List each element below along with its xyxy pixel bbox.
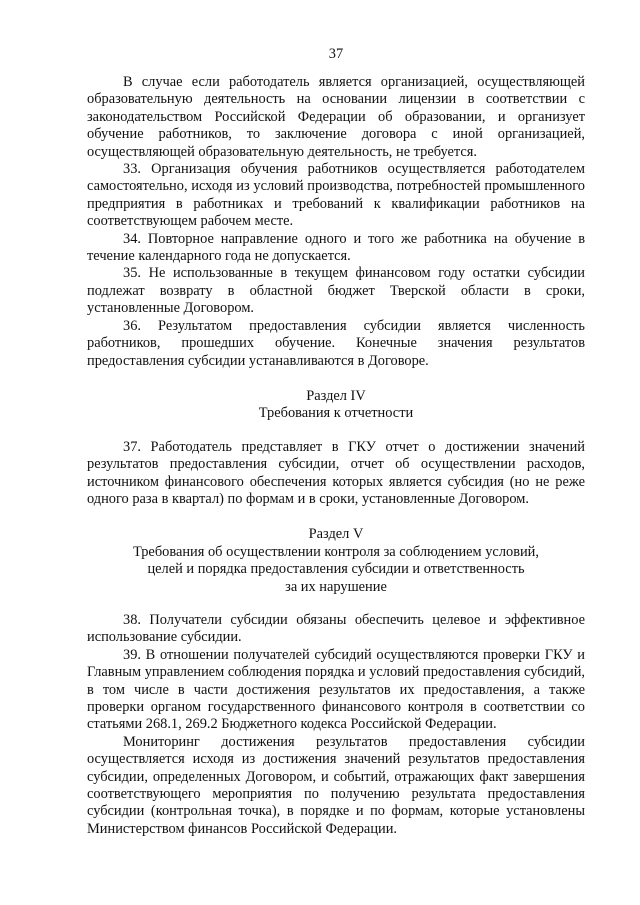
section-4-heading: Раздел IV	[306, 387, 366, 404]
paragraph-employer-license: В случае если работодатель является организацией, осуществляющей образовательную деятельность на основании лицензии в соответствии с законодательством Российской Федерации об образовании, и организует обучение работников, то заключение договора с иной организацией, осуществляющей образовательную деятельность, не требуется.	[87, 74, 585, 160]
spacer	[87, 423, 585, 439]
spacer	[87, 508, 585, 526]
paragraph-36: 36. Результатом предоставления субсидии является численность работников, прошедших обучение. Конечные значения результатов предоставления субсидии устанавливаются в Договоре.	[87, 317, 585, 369]
document-body	[87, 74, 585, 838]
paragraph-34: 34. Повторное направление одного и того же работника на обучение в течение календарного года не допускается.	[87, 230, 585, 265]
paragraph-33: 33. Организация обучения работников осуществляется работодателем самостоятельно, исходя из условий производства, потребностей промышленного предприятия в работниках и требований к квалификации работников на соответствующем рабочем месте.	[87, 161, 585, 230]
section-5-title-line-1: Требования об осуществлении контроля за соблюдением условий,	[133, 543, 539, 560]
spacer	[87, 370, 585, 388]
paragraph-37: 37. Работодатель представляет в ГКУ отчет о достижении значений результатов предоставления субсидии, отчет об осуществлении расходов, источником финансового обеспечения которых является субсидия (но не реже одного раза в квартал) по формам и в сроки, установленные Договором.	[87, 438, 585, 507]
section-4-title: Требования к отчетности	[258, 405, 414, 422]
page-number: 37	[328, 46, 344, 62]
section-5-heading: Раздел V	[308, 526, 364, 543]
paragraph-38: 38. Получатели субсидии обязаны обеспечить целевое и эффективное использование субсидии.	[87, 611, 585, 646]
paragraph-39: 39. В отношении получателей субсидий осуществляются проверки ГКУ и Главным управлением соблюдения порядка и условий предоставления субсидий, в том числе в части достижения результатов их предоставления, а также проверки органом государственного финансового контроля в соответствии со статьями 268.1, 269.2 Бюджетного кодекса Российской Федерации.	[87, 646, 585, 733]
spacer	[87, 596, 585, 612]
paragraph-35: 35. Не использованные в текущем финансовом году остатки субсидии подлежат возврату в областной бюджет Тверской области в сроки, установленные Договором.	[87, 265, 585, 317]
section-5-title-line-3: за их нарушение	[285, 578, 387, 595]
paragraph-monitoring: Мониторинг достижения результатов предоставления субсидии осуществляется исходя из достижения значений результатов предоставления субсидии, определенных Договором, и событий, отражающих факт завершения соответствующего мероприятия по получению результата предоставления субсидии (контрольная точка), в порядке и по формам, которые установлены Министерством финансов Российской Федерации.	[87, 733, 585, 837]
section-5-title-line-2: целей и порядка предоставления субсидии и ответственность	[147, 561, 525, 578]
